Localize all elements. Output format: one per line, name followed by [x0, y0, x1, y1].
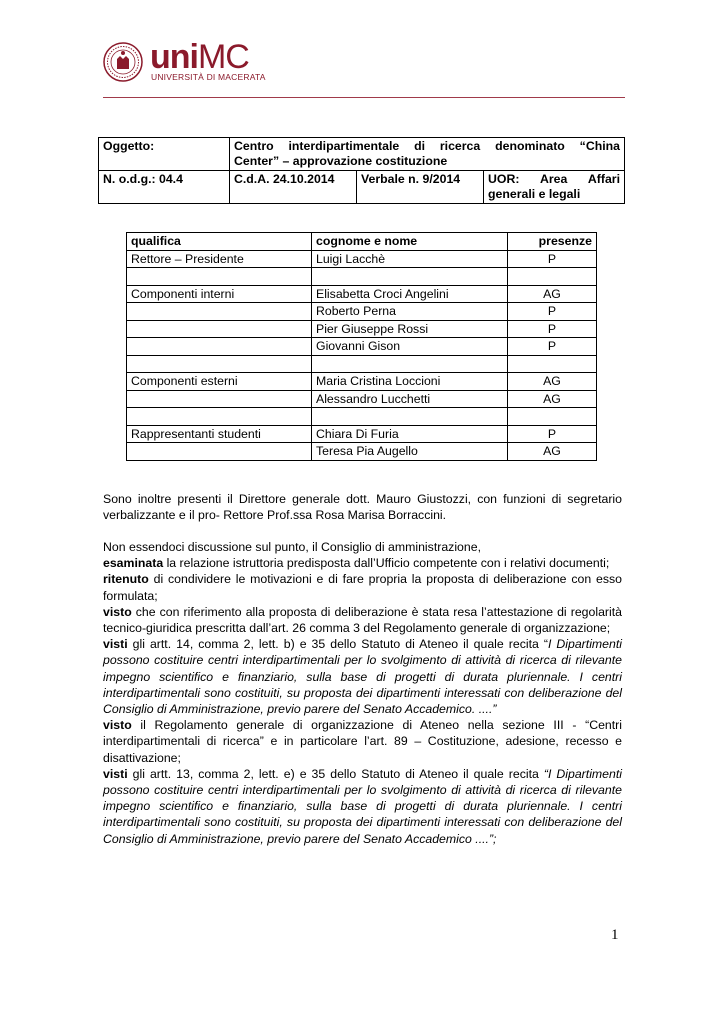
name-cell: Roberto Perna	[312, 303, 508, 321]
table-row	[127, 390, 597, 408]
name-cell	[312, 268, 508, 286]
uor-cell: UOR: Area Affari generali e legali	[484, 171, 625, 204]
esaminata-paragraph: esaminata la relazione istruttoria predisposta dall’Ufficio competente con i relativi documenti;	[103, 556, 610, 571]
university-seal-icon	[103, 42, 143, 82]
presence-cell: AG	[508, 373, 597, 391]
subject-table	[98, 137, 625, 204]
presence-cell: P	[508, 425, 597, 443]
presence-cell: AG	[508, 443, 597, 461]
name-cell: Teresa Pia Augello	[312, 443, 508, 461]
oggetto-value: Centro interdipartimentale di ricerca denominato “China Center” – approvazione costituzione	[230, 138, 625, 171]
verbale-cell: Verbale n. 9/2014	[357, 171, 484, 204]
presence-cell: P	[508, 320, 597, 338]
name-cell: Pier Giuseppe Rossi	[312, 320, 508, 338]
presence-cell: AG	[508, 285, 597, 303]
header-qualifica: qualifica	[127, 233, 312, 251]
qualifica-cell: Componenti interni	[127, 285, 312, 303]
deliberation-text	[103, 539, 622, 847]
table-row	[127, 285, 597, 303]
qualifica-cell	[127, 408, 312, 426]
visto-paragraph-1: visto che con riferimento alla proposta di deliberazione è stata resa l’attestazione di regolarità tecnico-giuridica prescritta dall’art. 26 comma 3 del Regolamento generale di organizzazione;	[103, 604, 622, 636]
name-cell: Giovanni Gison	[312, 338, 508, 356]
presenti-paragraph: Sono inoltre presenti il Direttore generale dott. Mauro Giustozzi, con funzioni di segretario verbalizzante e il pro- Rettore Prof.ssa Rosa Marisa Borraccini.	[103, 492, 622, 523]
presence-cell: P	[508, 338, 597, 356]
qualifica-cell	[127, 268, 312, 286]
presence-cell	[508, 355, 597, 373]
presence-cell: AG	[508, 390, 597, 408]
qualifica-cell	[127, 320, 312, 338]
table-row	[127, 338, 597, 356]
visti-paragraph-1: visti gli artt. 14, comma 2, lett. b) e 35 dello Statuto di Ateneo il quale recita “I Dipartimenti possono costituire centri interdipartimentali per lo svolgimento di attività di ricerca di rilevante impegno scientifico e finanziario, sulla base di progetti di durata pluriennale. I centri interdipartimentali sono costituiti, su proposta dei dipartimenti interessati con deliberazione del Consiglio di Amministrazione, previo parere del Senato Accademico. ....”	[103, 637, 622, 717]
qualifica-cell	[127, 303, 312, 321]
qualifica-cell	[127, 338, 312, 356]
name-cell: Alessandro Lucchetti	[312, 390, 508, 408]
table-row	[127, 303, 597, 321]
intro-line: Non essendoci discussione sul punto, il Consiglio di amministrazione,	[103, 540, 481, 554]
qualifica-cell	[127, 355, 312, 373]
name-cell	[312, 408, 508, 426]
ritenuto-paragraph: ritenuto di condividere le motivazioni e di fare propria la proposta di deliberazione con esso formulata;	[103, 572, 622, 603]
brand-wordmark: uniMC	[150, 38, 249, 76]
qualifica-cell	[127, 443, 312, 461]
table-row	[127, 355, 597, 373]
table-row	[127, 443, 597, 461]
name-cell: Elisabetta Croci Angelini	[312, 285, 508, 303]
oggetto-label: Oggetto:	[99, 138, 230, 171]
qualifica-cell: Rappresentanti studenti	[127, 425, 312, 443]
name-cell: Chiara Di Furia	[312, 425, 508, 443]
presence-cell	[508, 268, 597, 286]
visti-paragraph-2: visti gli artt. 13, comma 2, lett. e) e 35 dello Statuto di Ateneo il quale recita “I Dipartimenti possono costituire centri interdipartimentali per lo svolgimento di attività di ricerca di rilevante impegno scientifico e finanziario, sulla base di progetti di durata pluriennale. I centri interdipartimentali sono costituiti, su proposta dei dipartimenti interessati con deliberazione del Consiglio di Amministrazione, previo parere del Senato Accademico ....”;	[103, 766, 622, 846]
table-row	[127, 408, 597, 426]
table-row	[127, 250, 597, 268]
university-logo	[103, 38, 303, 82]
presence-cell	[508, 408, 597, 426]
university-name: UNIVERSITÀ DI MACERATA	[151, 72, 266, 82]
name-cell: Luigi Lacchè	[312, 250, 508, 268]
qualifica-cell: Rettore – Presidente	[127, 250, 312, 268]
odg-cell: N. o.d.g.: 04.4	[99, 171, 230, 204]
table-row	[127, 320, 597, 338]
qualifica-cell: Componenti esterni	[127, 373, 312, 391]
name-cell: Maria Cristina Loccioni	[312, 373, 508, 391]
page-number: 1	[611, 927, 619, 943]
attendance-table	[126, 232, 597, 461]
table-row	[127, 425, 597, 443]
presence-cell: P	[508, 250, 597, 268]
attendance-rows	[127, 250, 597, 460]
table-row	[127, 268, 597, 286]
header-cognome-nome: cognome e nome	[312, 233, 508, 251]
table-row	[127, 373, 597, 391]
header-divider	[103, 97, 625, 98]
presence-cell: P	[508, 303, 597, 321]
cda-cell: C.d.A. 24.10.2014	[230, 171, 357, 204]
qualifica-cell	[127, 390, 312, 408]
visto-paragraph-2: visto il Regolamento generale di organizzazione di Ateneo nella sezione III - “Centri interdipartimentali di ricerca” e in particolare l’art. 89 – Costituzione, adesione, recesso e disattivazione;	[103, 718, 622, 765]
name-cell	[312, 355, 508, 373]
header-presenze: presenze	[508, 233, 597, 251]
